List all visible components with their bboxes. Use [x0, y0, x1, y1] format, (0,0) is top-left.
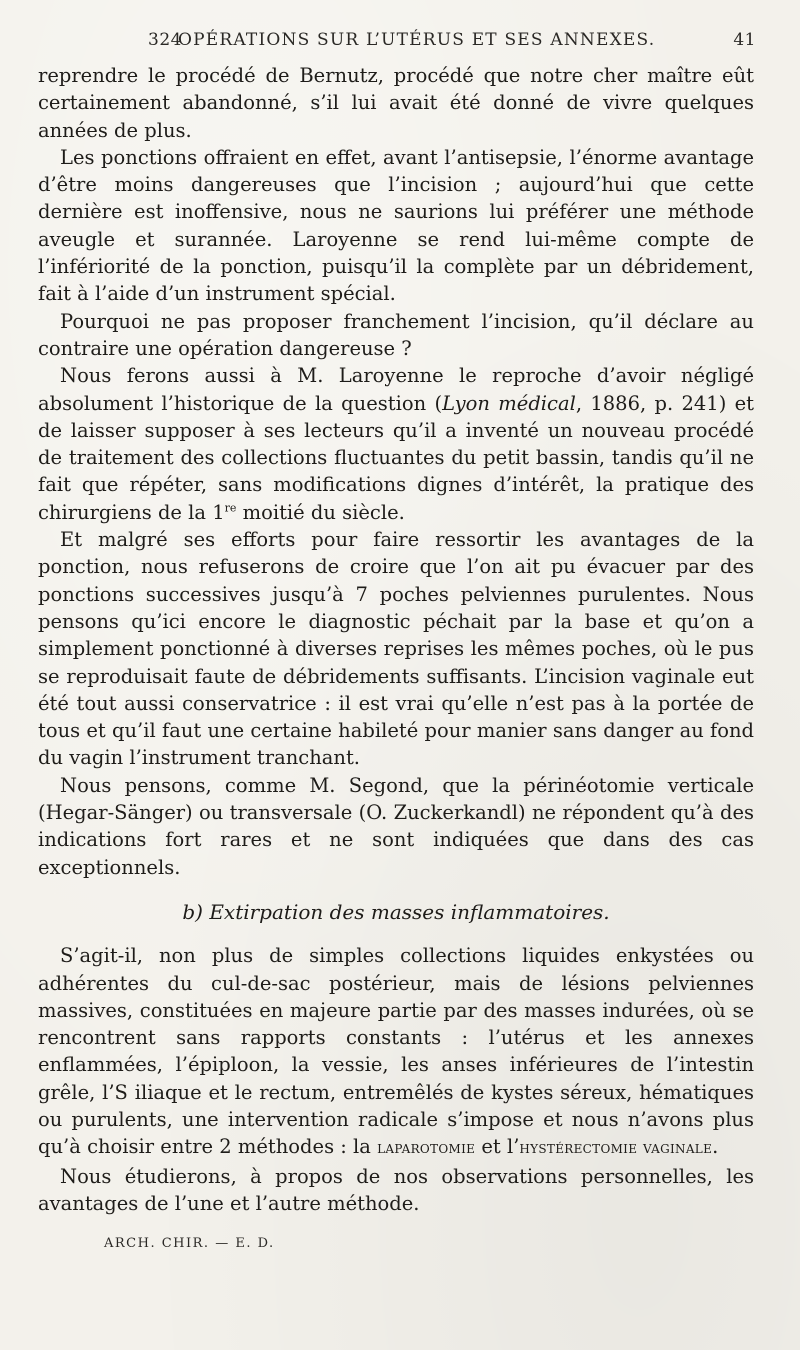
folio-number: 41 — [733, 30, 756, 50]
paragraph — [38, 362, 754, 526]
section-heading — [38, 899, 754, 926]
paragraph-text: moitié du siècle. — [236, 500, 405, 524]
signature-mark: ARCH. CHIR. — E. D. — [104, 1236, 275, 1251]
paragraph-text: et l’ — [475, 1135, 520, 1159]
paragraph-text: , 1886, p. 241) et de laisser supposer à ses lecteurs qu’il a inventé un nouveau procédé de traitement des collections fluctuantes du petit bassin, tandis qu’il ne fait que répéter, sans modifications dignes d’intérêt, la pratique des chirurgiens de la 1 — [38, 391, 755, 524]
paragraph: reprendre le procédé de Bernutz, procédé que notre cher maître eût certainement abandonné, s’il lui avait été donné de vivre quelques années de plus. — [38, 64, 754, 142]
paragraph: Nous étudierons, à propos de nos observations personnelles, les avantages de l’une et l’autre méthode. — [38, 1164, 754, 1215]
page-number: 324 — [148, 30, 182, 50]
small-caps-term: laparotomie — [377, 1138, 476, 1159]
section-letter: b) — [182, 899, 203, 924]
paragraph: Nous pensons, comme M. Segond, que la périnéotomie verticale (Hegar-Sänger) ou transversale (O. Zuckerkandl) ne répondent qu’à des indications fort rares et ne sont indiquées que dans des cas exceptionnels. — [38, 773, 754, 879]
paragraph — [38, 942, 754, 1162]
paragraph-text: . — [712, 1135, 719, 1159]
paragraph: Les ponctions offraient en effet, avant l’antisepsie, l’énorme avantage d’être moins dangereuses que l’incision ; aujourd’hui que cette dernière est inoffensive, nous ne saurions lui préférer une méthode aveugle et surannée. Laroyenne se rend lui-même compte de l’infériorité de la ponction, puisqu’il la complète par un débridement, fait à l’aide d’un instrument spécial. — [38, 145, 754, 306]
running-head — [148, 30, 756, 58]
section-title: Extirpation des masses inflammatoires. — [209, 899, 610, 924]
running-title: OPÉRATIONS SUR L’UTÉRUS ET SES ANNEXES. — [178, 30, 656, 50]
paragraph: Pourquoi ne pas proposer franchement l’incision, qu’il déclare au contraire une opération dangereuse ? — [38, 309, 754, 360]
citation-title: Lyon médical — [442, 391, 576, 415]
paragraph: Et malgré ses efforts pour faire ressortir les avantages de la ponction, nous refuserons de croire que l’on ait pu évacuer par des ponctions successives jusqu’à 7 poches pelviennes purulentes. Nous pensons qu’ici encore le diagnostic péchait par la base et qu’on a simplement ponctionné à diverses reprises les mêmes poches, où le pus se reproduisait faute de débridements suffisants. L’incision vaginale eut été tout aussi conservatrice : il est vrai qu’elle n’est pas à la portée de tous et qu’il faut une certaine habileté pour manier sans danger au fond du vagin l’instrument tranchant. — [38, 528, 754, 770]
body-text — [38, 62, 754, 1217]
small-caps-term: hystérectomie vaginale — [519, 1138, 713, 1159]
paragraph-text: S’agit-il, non plus de simples collections liquides enkystées ou adhérentes du cul-de-sac postérieur, mais de lésions pelviennes massives, constituées en majeure partie par des masses indurées, où se rencontrent sans rapports constants : l’utérus et les annexes enflammées, l’épiploon, la vessie, les anses inférieures de l’intestin grêle, l’S iliaque et le rectum, entremêlés de kystes séreux, hématiques ou purulents, une intervention radicale s’impose et nous n’avons plus qu’à choisir entre 2 méthodes : la — [38, 944, 754, 1159]
paragraph-text: Nous ferons aussi à M. Laroyenne le reproche d’avoir négligé absolument l’historique de la question ( — [38, 364, 754, 415]
ordinal-superscript: re — [224, 501, 237, 515]
